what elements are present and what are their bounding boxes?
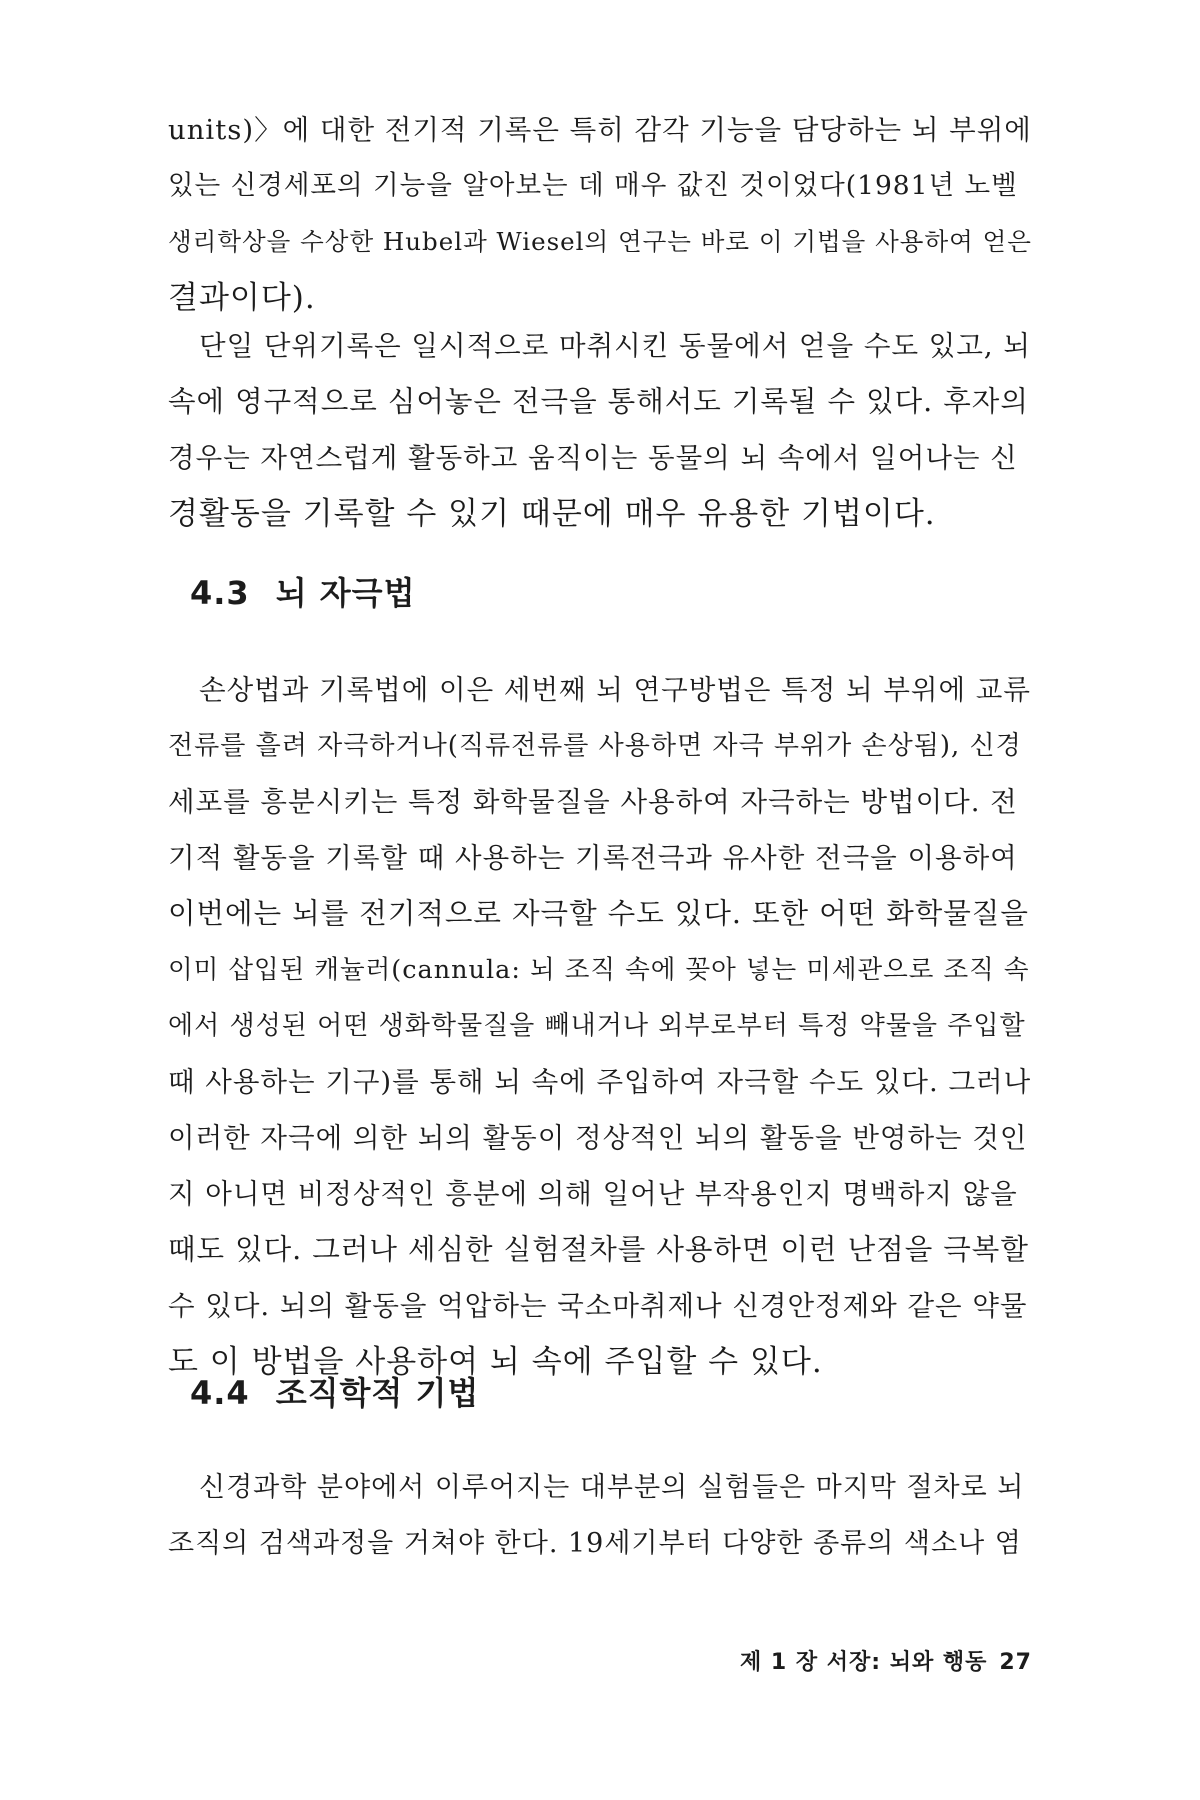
text-line: 경활동을 기록할 수 있기 때문에 매우 유용한 기법이다.: [168, 496, 936, 532]
text-line: 생리학상을 수상한 Hubel과 Wiesel의 연구는 바로 이 기법을 사용하여 얻은: [168, 227, 1032, 256]
page-number: 27: [999, 1650, 1032, 1675]
section-number: 4.3: [190, 574, 250, 612]
text-line: 세포를 흥분시키는 특정 화학물질을 사용하여 자극하는 방법이다. 전: [168, 786, 1018, 818]
text-line: 손상법과 기록법에 이은 세번째 뇌 연구방법은 특정 뇌 부위에 교류: [199, 674, 1031, 706]
text-line: 때도 있다. 그러나 세심한 실험절차를 사용하면 이런 난점을 극복할: [168, 1233, 1029, 1266]
section-title: 뇌 자극법: [275, 574, 416, 612]
text-line: 지 아니면 비정상적인 흥분에 의해 일어난 부작용인지 명백하지 않을: [168, 1178, 1018, 1210]
text-line: 에서 생성된 어떤 생화학물질을 빼내거나 외부로부터 특정 약물을 주입할: [168, 1011, 1026, 1041]
text-line: 수 있다. 뇌의 활동을 억압하는 국소마취제나 신경안정제와 같은 약물: [168, 1290, 1028, 1322]
text-line: 이러한 자극에 의한 뇌의 활동이 정상적인 뇌의 활동을 반영하는 것인: [168, 1122, 1028, 1154]
text-line: 때 사용하는 기구)를 통해 뇌 속에 주입하여 자극할 수도 있다. 그러나: [168, 1066, 1032, 1098]
text-line: 속에 영구적으로 심어놓은 전극을 통해서도 기록될 수 있다. 후자의: [168, 385, 1029, 418]
section-number: 4.4: [190, 1374, 250, 1412]
text-line: 조직의 검색과정을 거쳐야 한다. 19세기부터 다양한 종류의 색소나 염: [168, 1528, 1022, 1559]
text-line: 이미 삽입된 캐뉼러(cannula: 뇌 조직 속에 꽂아 넣는 미세관으로 조직 속: [168, 955, 1030, 985]
section-heading-4-3: [190, 568, 415, 614]
paragraph-single-unit-recording: [168, 318, 1032, 542]
chapter-title: 제 1 장 서장: 뇌와 행동: [739, 1650, 988, 1675]
text-line: 신경과학 분야에서 이루어지는 대부분의 실험들은 마지막 절차로 뇌: [199, 1472, 1025, 1503]
section-heading-4-4: [190, 1368, 479, 1414]
section-title: 조직학적 기법: [275, 1374, 480, 1412]
text-line: 도 이 방법을 사용하여 뇌 속에 주입할 수 있다.: [168, 1344, 823, 1380]
text-line: 기적 활동을 기록할 때 사용하는 기록전극과 유사한 전극을 이용하여: [168, 842, 1018, 874]
paragraph-histological-technique: [168, 1460, 1032, 1572]
text-line: 전류를 흘려 자극하거나(직류전류를 사용하면 자극 부위가 손상됨), 신경: [168, 731, 1022, 761]
paragraph-continued: [168, 102, 1032, 326]
text-line: 결과이다).: [168, 280, 316, 316]
text-line: 단일 단위기록은 일시적으로 마취시킨 동물에서 얻을 수도 있고, 뇌: [199, 330, 1031, 362]
text-line: 경우는 자연스럽게 활동하고 움직이는 동물의 뇌 속에서 일어나는 신: [168, 442, 1018, 474]
text-line: 있는 신경세포의 기능을 알아보는 데 매우 값진 것이었다(1981년 노벨: [168, 170, 1018, 201]
paragraph-brain-stimulation: [168, 662, 1032, 1390]
text-line: units)〉에 대한 전기적 기록은 특히 감각 기능을 담당하는 뇌 부위에: [168, 114, 1032, 146]
text-line: 이번에는 뇌를 전기적으로 자극할 수도 있다. 또한 어떤 화학물질을: [168, 897, 1029, 930]
page-footer: [700, 1645, 1032, 1676]
